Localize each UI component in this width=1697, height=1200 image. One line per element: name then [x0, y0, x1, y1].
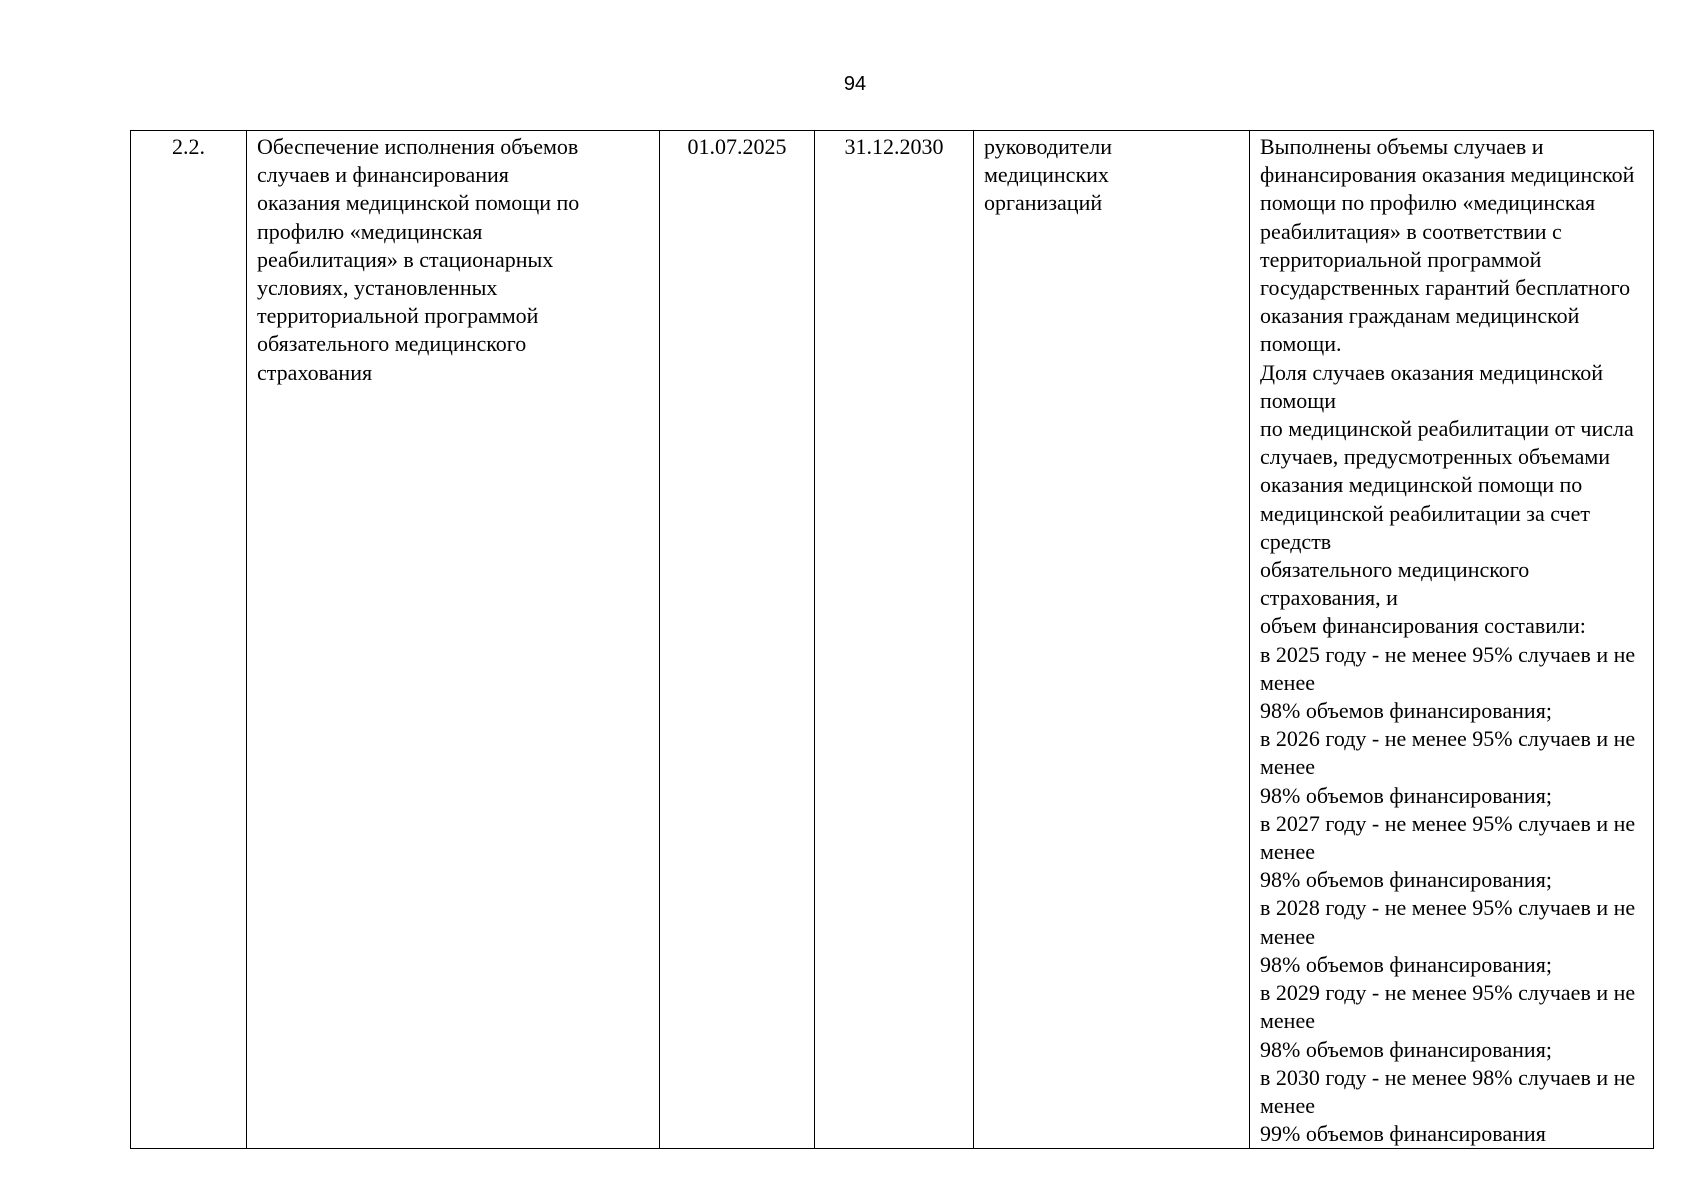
result-line: по медицинской реабилитации от числа [1260, 416, 1634, 442]
result-line: финансирования оказания медицинской [1260, 162, 1635, 188]
result-line: обязательного медицинского страхования, и [1260, 557, 1530, 611]
result-line: помощи по профилю «медицинская [1260, 190, 1596, 216]
responsible-text: руководители медицинских организаций [984, 134, 1112, 216]
result-text [1260, 133, 1643, 1148]
result-line: 98% объемов финансирования; [1260, 698, 1552, 724]
result-line: реабилитация» в соответствии с [1260, 218, 1562, 244]
result-line: 98% объемов финансирования; [1260, 782, 1552, 808]
responsible-cell [974, 131, 1250, 1149]
result-line: Выполнены объемы случаев и [1260, 134, 1544, 159]
action-cell [247, 131, 660, 1149]
table-row [131, 131, 1654, 1149]
row-number: 2.2. [172, 134, 205, 159]
plan-table [130, 130, 1654, 1149]
result-line: в 2030 году - не менее 98% случаев и не менее [1260, 1064, 1636, 1118]
result-line: Доля случаев оказания медицинской помощи [1260, 359, 1604, 413]
result-line: в 2025 году - не менее 95% случаев и не менее [1260, 641, 1636, 695]
result-cell [1250, 131, 1654, 1149]
result-line: в 2027 году - не менее 95% случаев и не менее [1260, 810, 1636, 865]
result-line: государственных гарантий бесплатного [1260, 275, 1631, 301]
result-line: оказания гражданам медицинской помощи. [1260, 303, 1580, 357]
action-text: Обеспечение исполнения объемов случаев и финансирования оказания медицинской помощи по профилю «медицинская реабилитация» в стационарных условиях, установленных территориальной программой обязательного медицинского страхования [257, 134, 580, 385]
result-line: в 2028 году - не менее 95% случаев и не менее [1260, 895, 1636, 949]
result-line: 99% объемов финансирования [1260, 1121, 1546, 1147]
start-date-cell [660, 131, 815, 1149]
result-line: территориальной программой [1260, 246, 1542, 272]
result-line: в 2029 году - не менее 95% случаев и не менее [1260, 980, 1636, 1034]
row-number-cell [131, 131, 247, 1149]
end-date-cell [815, 131, 974, 1149]
result-line: медицинской реабилитации за счет средств [1260, 500, 1590, 554]
page-number: 94 [843, 73, 867, 95]
result-line: в 2026 году - не менее 95% случаев и не менее [1260, 726, 1636, 780]
start-date: 01.07.2025 [687, 134, 787, 159]
end-date: 31.12.2030 [844, 134, 944, 159]
result-line: оказания медицинской помощи по [1260, 472, 1583, 498]
result-line: случаев, предусмотренных объемами [1260, 444, 1611, 470]
result-line: объем финансирования составили: [1260, 613, 1586, 639]
result-line: 98% объемов финансирования; [1260, 867, 1552, 893]
result-line: 98% объемов финансирования; [1260, 1036, 1552, 1062]
result-line: 98% объемов финансирования; [1260, 951, 1552, 977]
